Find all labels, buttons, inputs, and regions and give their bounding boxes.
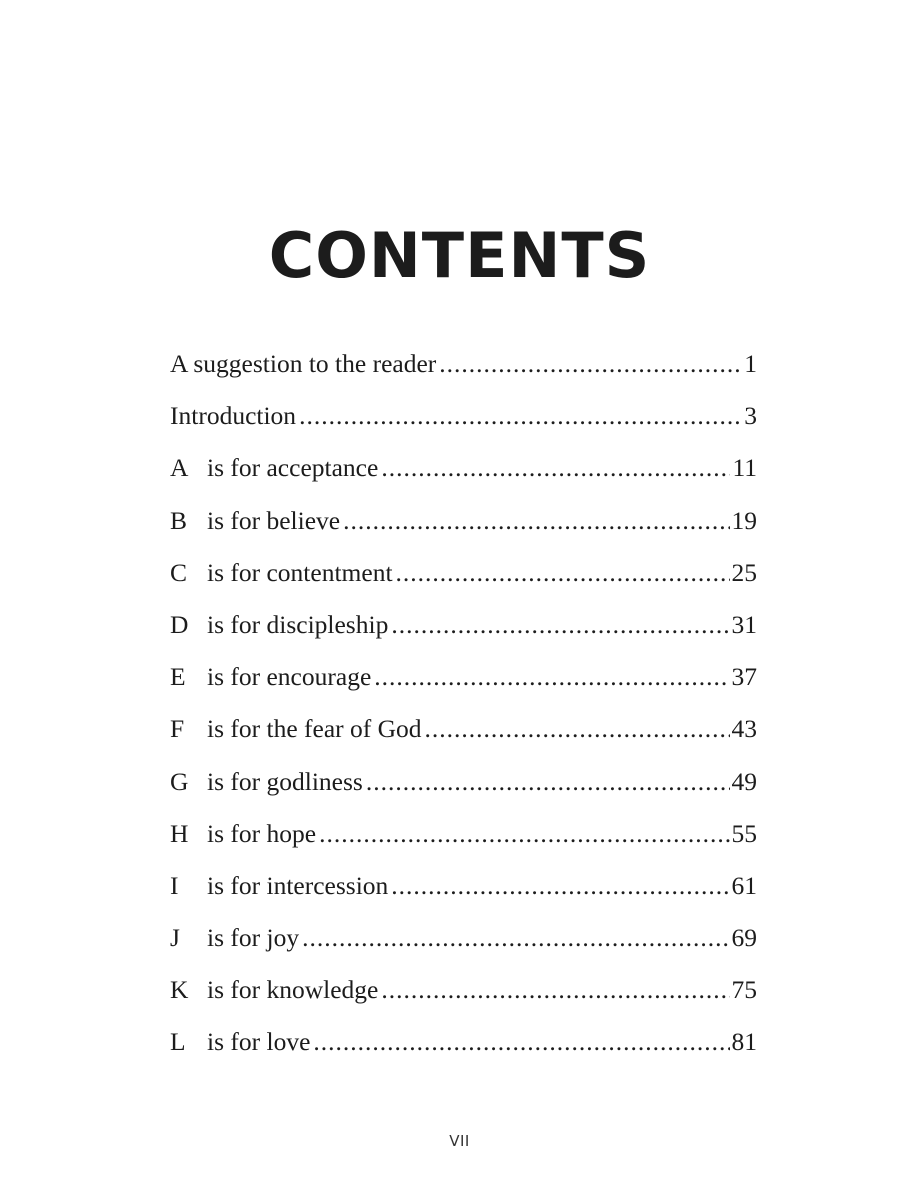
toc-entry-letter: B [170, 505, 188, 535]
toc-entry [170, 756, 757, 808]
dot-leader [299, 390, 742, 442]
toc-entry [170, 599, 757, 651]
dot-leader [313, 1016, 729, 1068]
dot-leader [391, 599, 729, 651]
dot-leader [366, 756, 730, 808]
toc-entry [170, 390, 757, 442]
toc-page-number: 31 [731, 609, 757, 639]
toc-entry-title: is for love [207, 1027, 311, 1057]
toc-entry-letter: E [170, 662, 186, 692]
toc-entry [170, 912, 757, 964]
dot-leader [381, 964, 729, 1016]
page-folio: VII [449, 1132, 470, 1150]
toc-entry [170, 651, 757, 703]
dot-leader [391, 860, 729, 912]
toc-page-number: 75 [731, 975, 757, 1005]
toc-entry-letter: F [170, 714, 185, 744]
toc-page-number: 49 [731, 766, 757, 796]
toc-page-number: 11 [732, 453, 757, 483]
toc-entry [170, 860, 757, 912]
toc-entry-letter: G [170, 766, 189, 796]
dot-leader [425, 703, 730, 755]
toc-page-number: 37 [731, 662, 757, 692]
toc-entry-title: is for encourage [207, 662, 372, 692]
table-of-contents [170, 338, 757, 1069]
dot-leader [319, 808, 729, 860]
toc-entry-title: is for discipleship [207, 609, 389, 639]
toc-entry [170, 964, 757, 1016]
toc-entry-title: Introduction [170, 401, 297, 431]
toc-page-number: 1 [744, 349, 757, 378]
toc-page-number: 25 [731, 557, 757, 587]
dot-leader [374, 651, 729, 703]
toc-entry-letter: H [170, 818, 189, 848]
toc-entry-title: is for godliness [207, 766, 363, 796]
toc-entry [170, 338, 757, 390]
toc-entry-letter: I [170, 870, 179, 900]
toc-entry-letter: A [170, 453, 189, 483]
page-title: CONTENTS [268, 219, 651, 292]
dot-leader [439, 338, 742, 390]
toc-page-number: 43 [731, 714, 757, 744]
toc-entry-title: is for joy [207, 923, 300, 953]
toc-entry-title: A suggestion to the reader [170, 349, 437, 378]
toc-entry [170, 442, 757, 494]
toc-page-number: 55 [731, 818, 757, 848]
toc-page-number: 19 [731, 505, 757, 535]
toc-entry-letter: C [170, 557, 188, 587]
toc-entry-title: is for hope [207, 818, 317, 848]
toc-entry-title: is for acceptance [207, 453, 379, 483]
toc-entry [170, 547, 757, 599]
toc-entry-letter: J [170, 923, 180, 953]
toc-entry [170, 495, 757, 547]
toc-page-number: 69 [731, 923, 757, 953]
toc-entry-letter: K [170, 975, 189, 1005]
toc-entry-letter: L [170, 1027, 186, 1057]
dot-leader [396, 547, 730, 599]
toc-page-number: 3 [744, 401, 757, 431]
toc-entry-title: is for believe [207, 505, 341, 535]
toc-entry [170, 808, 757, 860]
dot-leader [302, 912, 729, 964]
toc-entry-title: is for the fear of God [207, 714, 422, 744]
toc-entry-letter: D [170, 609, 189, 639]
dot-leader [381, 442, 730, 494]
toc-entry-title: is for contentment [207, 557, 393, 587]
toc-entry [170, 1016, 757, 1068]
toc-page-number: 81 [731, 1027, 757, 1057]
toc-entry-title: is for knowledge [207, 975, 379, 1005]
toc-entry-title: is for intercession [207, 870, 389, 900]
dot-leader [343, 495, 729, 547]
toc-page-number: 61 [731, 870, 757, 900]
toc-entry [170, 703, 757, 755]
